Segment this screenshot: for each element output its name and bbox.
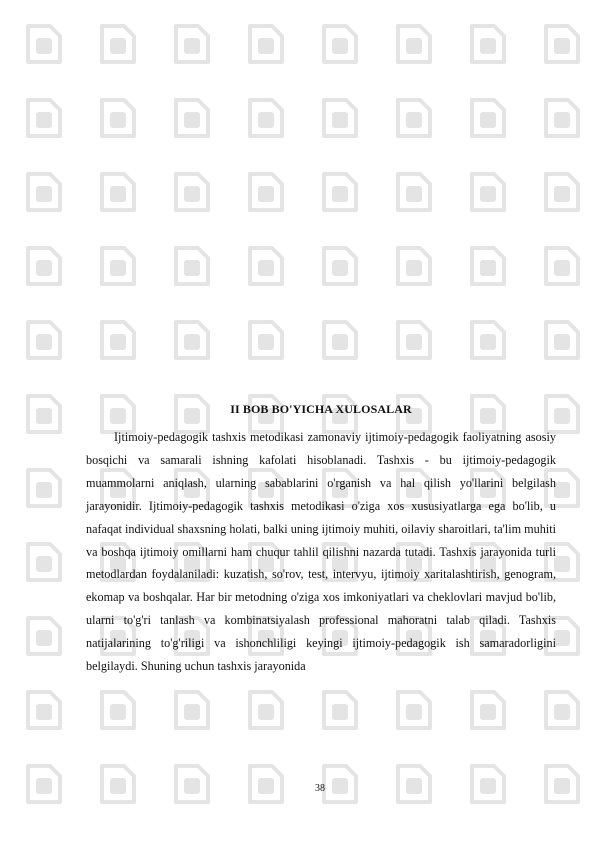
page-content: [86, 400, 556, 678]
document-watermark-icon: [318, 96, 362, 140]
document-watermark-icon: [540, 244, 584, 288]
document-watermark-icon: [244, 22, 288, 66]
page-number: 38: [315, 783, 325, 794]
document-watermark-icon: [22, 170, 66, 214]
document-watermark-icon: [170, 688, 214, 732]
document-watermark-icon: [540, 170, 584, 214]
document-watermark-icon: [22, 688, 66, 732]
document-watermark-icon: [466, 688, 510, 732]
document-watermark-icon: [244, 96, 288, 140]
document-watermark-icon: [540, 688, 584, 732]
document-watermark-icon: [318, 244, 362, 288]
document-watermark-icon: [318, 22, 362, 66]
document-watermark-icon: [22, 466, 66, 510]
document-watermark-icon: [244, 170, 288, 214]
document-watermark-icon: [170, 318, 214, 362]
document-watermark-icon: [22, 540, 66, 584]
document-watermark-icon: [318, 170, 362, 214]
document-watermark-icon: [170, 170, 214, 214]
document-watermark-icon: [96, 170, 140, 214]
document-watermark-icon: [96, 96, 140, 140]
document-watermark-icon: [170, 244, 214, 288]
document-watermark-icon: [466, 96, 510, 140]
section-heading: II BOB BO'YICHA XULOSALAR: [230, 402, 412, 416]
document-watermark-icon: [318, 688, 362, 732]
document-watermark-icon: [466, 318, 510, 362]
document-watermark-icon: [466, 244, 510, 288]
document-watermark-icon: [96, 244, 140, 288]
document-watermark-icon: [392, 318, 436, 362]
document-watermark-icon: [96, 22, 140, 66]
document-watermark-icon: [392, 22, 436, 66]
document-watermark-icon: [22, 392, 66, 436]
document-watermark-icon: [22, 22, 66, 66]
document-watermark-icon: [22, 96, 66, 140]
document-watermark-icon: [318, 318, 362, 362]
document-watermark-icon: [170, 22, 214, 66]
document-watermark-icon: [392, 244, 436, 288]
document-watermark-icon: [22, 318, 66, 362]
document-watermark-icon: [244, 318, 288, 362]
document-watermark-icon: [540, 22, 584, 66]
document-watermark-icon: [392, 96, 436, 140]
document-watermark-icon: [540, 96, 584, 140]
document-watermark-icon: [392, 170, 436, 214]
document-watermark-icon: [96, 688, 140, 732]
document-watermark-icon: [244, 688, 288, 732]
document-watermark-icon: [96, 318, 140, 362]
document-watermark-icon: [540, 318, 584, 362]
document-watermark-icon: [22, 614, 66, 658]
document-watermark-icon: [244, 244, 288, 288]
document-watermark-icon: [466, 22, 510, 66]
document-watermark-icon: [392, 688, 436, 732]
document-watermark-icon: [466, 170, 510, 214]
body-paragraph: Ijtimoiy-pedagogik tashxis metodikasi zamonaviy ijtimoiy-pedagogik faoliyatning asosiy bosqichi va samarali ishning kafolati hisoblanadi. Tashxis - bu ijtimoiy-pedagogik muammolarni aniqlash, ularning sabablarini o'rganish va hal qilish yo'llarini belgilash jarayonidir. Ijtimoiy-pedagogik tashxis metodikasi o'ziga xos xususiyatlarga ega bo'lib, u nafaqat individual shaxsning holati, balki uning ijtimoiy muhiti, oilaviy sharoitlari, ta'lim muhiti va boshqa ijtimoiy omillarni ham chuqur tahlil qilishni nazarda tutadi. Tashxis jarayonida turli metodlardan foydalaniladi: kuzatish, so'rov, test, intervyu, ijtimoiy xaritalashtirish, genogram, ekomap va boshqalar. Har bir metodning o'ziga xos imkoniyatlari va cheklovlari mavjud bo'lib, ularni to'g'ri tanlash va kombinatsiyalash professional mahoratni talab qiladi. Tashxis natijalarining to'g'riligi va ishonchliligi keyingi ijtimoiy-pedagogik ish samaradorligini belgilaydi. Shuning uchun tashxis jarayonida: [86, 430, 556, 674]
document-watermark-icon: [22, 244, 66, 288]
document-watermark-icon: [170, 96, 214, 140]
